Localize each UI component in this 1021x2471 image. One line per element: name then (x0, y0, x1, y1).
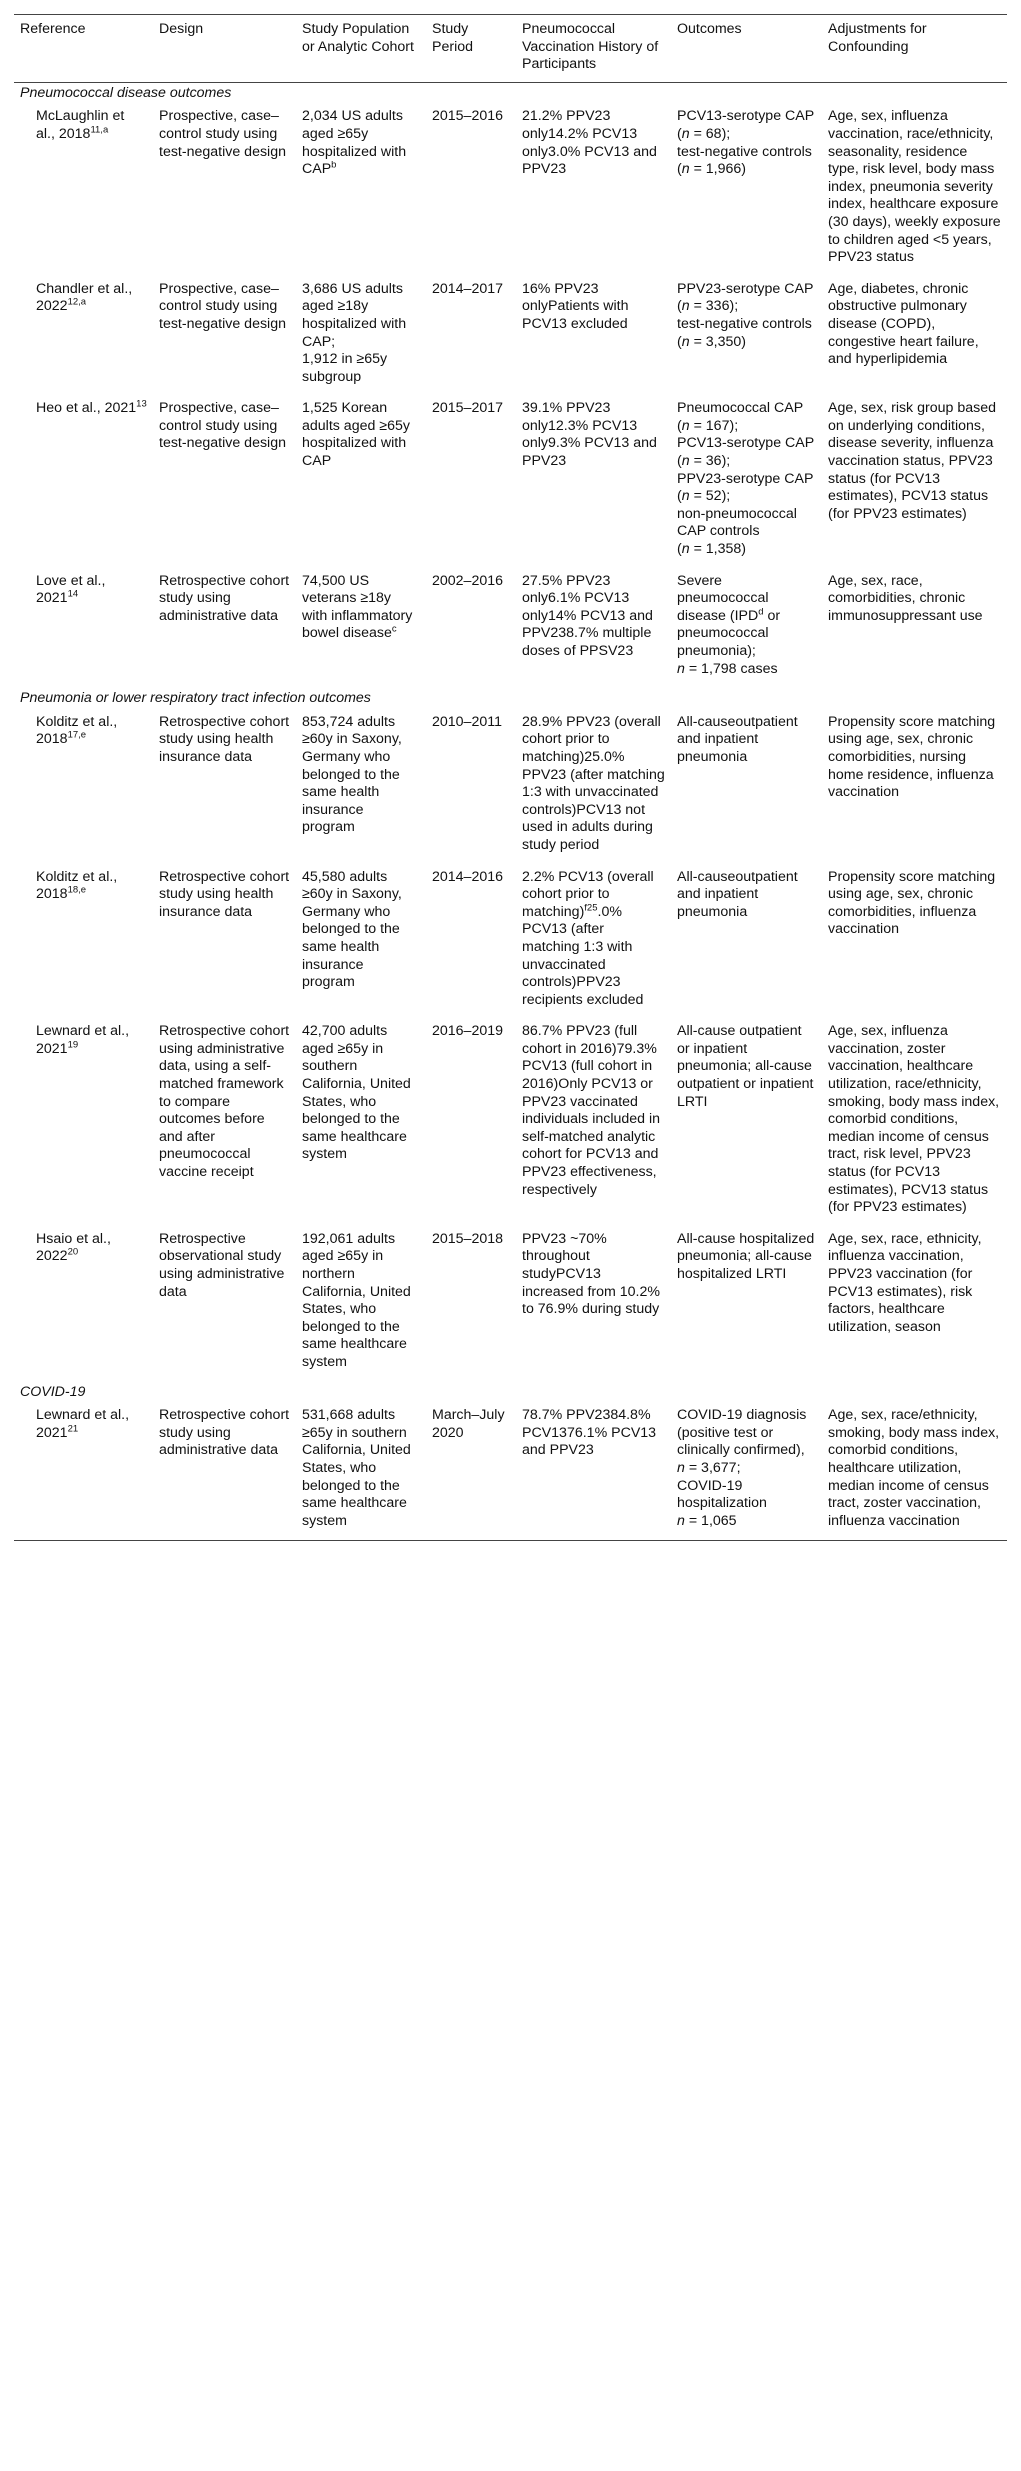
section-row (14, 688, 1007, 710)
section-title: Pneumococcal disease outcomes (20, 84, 232, 101)
cell-outcomes: PCV13-serotype CAP (n = 68); test-negative controls (n = 1,966) (677, 108, 815, 178)
population-text: 45,580 adults ≥60y in Saxony, Germany who belonged to the same health insurance program (302, 868, 402, 991)
cell-period: 2016–2019 (432, 1023, 504, 1040)
header-vaccination: Pneumococcal Vaccination History of Participants (516, 15, 671, 83)
reference-citation: 19 (67, 1039, 79, 1051)
section-row (14, 1382, 1007, 1404)
cell-reference (14, 569, 153, 689)
cell-design: Prospective, case–control study using test-negative design (159, 400, 286, 452)
cell-period: 2002–2016 (432, 572, 504, 589)
cell-vaccination: 27.5% PPV23 only6.1% PCV13 only14% PCV13 and PPV238.7% multiple doses of PPSV23 (522, 572, 653, 659)
population-text: 192,061 adults aged ≥65y in northern California, United States, who belonged to the same healthcare system (302, 1230, 411, 1370)
cell-period: 2015–2017 (432, 400, 504, 417)
population-text: 1,525 Korean adults aged ≥65y hospitalized with CAP (302, 400, 410, 470)
cell-adjustments: Age, diabetes, chronic obstructive pulmonary disease (COPD), congestive heart failure, and hyperlipidemia (828, 280, 979, 368)
section-title: COVID-19 (20, 1383, 86, 1400)
cell-adjustments: Propensity score matching using age, sex, chronic comorbidities, nursing home residence, influenza vaccination (828, 713, 996, 801)
cell-period: 2014–2016 (432, 868, 504, 885)
cell-reference (14, 1019, 153, 1227)
cell-design: Retrospective cohort using administrative data, using a self-matched framework to compare outcomes before and after pneumococcal vaccine receipt (159, 1023, 290, 1181)
reference-text: Lewnard et al., 2021 (36, 1407, 130, 1441)
table-row (14, 865, 1007, 1020)
reference-text: Kolditz et al., 2018 (36, 713, 118, 748)
cell-period: March–July 2020 (426, 1403, 516, 1541)
cell-vaccination: 2.2% PCV13 (overall cohort prior to matching)$^{f25}$.0% PCV13 (after matching 1:3 with unvaccinated controls)PPV23 recipients excluded (522, 868, 654, 1008)
table-row (14, 569, 1007, 689)
cell-population (296, 569, 426, 689)
reference-citation: 13 (136, 398, 147, 410)
cell-period: 2015–2016 (432, 108, 504, 125)
cell-reference (14, 277, 153, 397)
population-text: 74,500 US veterans ≥18y with inflammatory bowel disease (302, 572, 413, 642)
evidence-table-container (14, 14, 1007, 1541)
population-text: 42,700 adults aged ≥65y in southern California, United States, who belonged to the same healthcare system (302, 1023, 411, 1163)
table-body (14, 82, 1007, 1541)
section-title: Pneumonia or lower respiratory tract infection outcomes (20, 690, 371, 707)
reference-citation: 11,a (90, 124, 109, 136)
reference-citation: 21 (67, 1423, 79, 1435)
reference-text: Chandler et al., 2022 (36, 280, 133, 315)
reference-citation: 20 (67, 1246, 79, 1258)
cell-outcomes: All-cause outpatient or inpatient pneumonia; all-cause outpatient or inpatient LRTI (677, 1023, 814, 1110)
cell-population (296, 1403, 426, 1541)
cell-population (296, 277, 426, 397)
cell-vaccination: 78.7% PPV2384.8% PCV1376.1% PCV13 and PPV23 (516, 1403, 671, 1541)
table-row (14, 1403, 1007, 1541)
cell-design: Retrospective observational study using administrative data (159, 1230, 285, 1300)
cell-outcomes: COVID-19 diagnosis (positive test or clinically confirmed), n = 3,677; COVID-19 hospitalization n = 1,065 (671, 1403, 822, 1541)
cell-reference (14, 104, 153, 276)
table-row (14, 396, 1007, 568)
cell-outcomes: All-causeoutpatient and inpatient pneumonia (677, 713, 798, 765)
table-row (14, 1227, 1007, 1382)
cell-vaccination: 16% PPV23 onlyPatients with PCV13 excluded (522, 280, 629, 332)
cell-adjustments: Age, sex, risk group based on underlying conditions, disease severity, influenza vaccination status, PPV23 status (for PCV13 estimates), PCV13 status (for PPV23 estimates) (828, 400, 996, 522)
cell-period: 2010–2011 (432, 713, 502, 730)
cell-reference (14, 865, 153, 1020)
population-text: 2,034 US adults aged ≥65y hospitalized with CAP (302, 108, 407, 178)
cell-design: Retrospective cohort study using health insurance data (159, 713, 290, 765)
cell-vaccination: 86.7% PPV23 (full cohort in 2016)79.3% PCV13 (full cohort in 2016)Only PCV13 or PPV23 vaccinated individuals included in self-matched analytic cohort for PCV13 and PPV23 effectiveness, respectively (522, 1023, 661, 1198)
cell-outcomes: PPV23-serotype CAP (n = 336); test-negative controls (n = 3,350) (677, 280, 814, 350)
population-text: 531,668 adults ≥65y in southern California, United States, who belonged to the same healthcare system (302, 1407, 411, 1529)
cell-adjustments: Age, sex, race, ethnicity, influenza vaccination, PPV23 vaccination (for PCV13 estimates), risk factors, healthcare utilization, season (828, 1230, 982, 1335)
cell-population (296, 1227, 426, 1382)
cell-outcomes: All-causeoutpatient and inpatient pneumonia (677, 868, 798, 920)
cell-reference (14, 1227, 153, 1382)
header-period: Study Period (426, 15, 516, 83)
cell-outcomes: Severe pneumococcal disease (IPD$^d$ or pneumococcal pneumonia); n = 1,798 cases (677, 572, 781, 677)
cell-adjustments: Age, sex, race/ethnicity, smoking, body mass index, comorbid conditions, healthcare utilization, median income of census tract, zoster vaccination, influenza vaccination (822, 1403, 1007, 1541)
table-row (14, 1019, 1007, 1227)
cell-outcomes: All-cause hospitalized pneumonia; all-cause hospitalized LRTI (677, 1230, 815, 1282)
population-text: 3,686 US adults aged ≥18y hospitalized with CAP; 1,912 in ≥65y subgroup (302, 280, 407, 385)
cell-reference (14, 1403, 153, 1541)
reference-text: Hsaio et al., 2022 (36, 1230, 111, 1265)
reference-text: McLaughlin et al., 2018 (36, 108, 125, 142)
cell-adjustments: Age, sex, influenza vaccination, race/ethnicity, seasonality, residence type, risk level, body mass index, pneumonia severity index, healthcare exposure (30 days), weekly exposure to children aged <5 years, PPV23 status (828, 108, 1001, 266)
cell-design: Retrospective cohort study using administrative data (159, 572, 290, 624)
cell-population (296, 104, 426, 276)
cell-adjustments: Age, sex, influenza vaccination, zoster vaccination, healthcare utilization, race/ethnicity, smoking, body mass index, comorbid conditions, median income of census tract, risk level, PPV23 status (for PCV13 estimates), PCV13 status (for PPV23 estimates) (828, 1023, 1000, 1216)
table-row (14, 277, 1007, 397)
cell-design: Prospective, case–control study using test-negative design (159, 108, 286, 160)
reference-citation: 17,e (67, 729, 87, 741)
section-row (14, 82, 1007, 104)
cell-period: 2015–2018 (432, 1230, 504, 1247)
reference-citation: 18,e (67, 884, 87, 896)
cell-adjustments: Propensity score matching using age, sex, chronic comorbidities, influenza vaccination (828, 868, 996, 938)
reference-citation: 14 (67, 588, 79, 600)
reference-text: Kolditz et al., 2018 (36, 868, 118, 903)
cell-population (296, 865, 426, 1020)
population-footnote: b (331, 159, 337, 171)
reference-citation: 12,a (67, 296, 87, 308)
cell-vaccination: PPV23 ~70% throughout studyPCV13 increased from 10.2% to 76.9% during study (522, 1230, 661, 1318)
table-header (14, 15, 1007, 83)
population-footnote: c (391, 623, 397, 635)
cell-vaccination: 28.9% PPV23 (overall cohort prior to matching)25.0% PPV23 (after matching 1:3 with unvaccinated controls)PCV13 not used in adults during study period (522, 713, 665, 853)
header-population: Study Population or Analytic Cohort (296, 15, 426, 83)
cell-reference (14, 396, 153, 568)
header-adjustments: Adjustments for Confounding (822, 15, 1007, 83)
cell-design: Retrospective cohort study using administrative data (153, 1403, 296, 1541)
header-outcomes: Outcomes (671, 15, 822, 83)
cell-population (296, 396, 426, 568)
cell-population (296, 710, 426, 865)
cell-adjustments: Age, sex, race, comorbidities, chronic immunosuppressant use (828, 572, 983, 624)
cell-population (296, 1019, 426, 1227)
cell-design: Prospective, case–control study using test-negative design (159, 280, 286, 332)
cell-vaccination: 21.2% PPV23 only14.2% PCV13 only3.0% PCV13 and PPV23 (522, 108, 657, 178)
table-row (14, 710, 1007, 865)
cell-outcomes: Pneumococcal CAP (n = 167); PCV13-serotype CAP (n = 36); PPV23-serotype CAP (n = 52); non-pneumococcal CAP controls (n = 1,358) (677, 400, 815, 558)
cell-period: 2014–2017 (432, 280, 504, 297)
cell-reference (14, 710, 153, 865)
cell-design: Retrospective cohort study using health insurance data (159, 868, 290, 920)
cell-vaccination: 39.1% PPV23 only12.3% PCV13 only9.3% PCV13 and PPV23 (522, 400, 657, 470)
reference-text: Lewnard et al., 2021 (36, 1023, 130, 1057)
header-reference: Reference (14, 15, 153, 83)
population-text: 853,724 adults ≥60y in Saxony, Germany who belonged to the same health insurance program (302, 713, 402, 836)
studies-table (14, 14, 1007, 1541)
table-row (14, 104, 1007, 276)
reference-text: Heo et al., 2021 (36, 400, 137, 417)
reference-text: Love et al., 2021 (36, 572, 106, 607)
header-design: Design (153, 15, 296, 83)
